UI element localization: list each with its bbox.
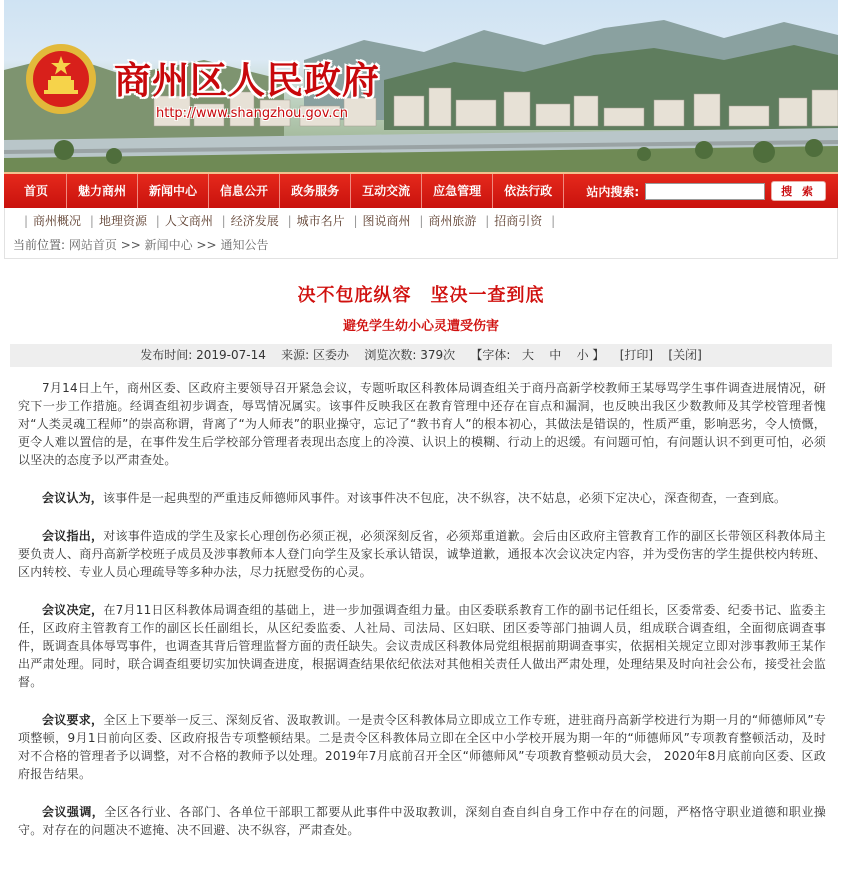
article-body <box>4 379 838 839</box>
search-button[interactable]: 搜 索 <box>771 181 826 201</box>
paragraph-text: 在7月11日区科教体局调查组的基础上，进一步加强调查组力量。由区委联系教育工作的副书记任组长，区委常委、纪委书记、监委主任，区政府主管教育工作的副区长任副组长，从区纪委监委、人社局、司法局、区妇联、团区委等部门抽调人员，组成联合调查组，全面彻底调查事件，既调查具体辱骂事件，也调查其背后管理监督方面的责任缺失。会议责成区科教体局党组根据前期调查事实，依据相关规定立即对涉事教师王某作出严肃处理。同时，联合调查组要切实加快调查进度，根据调查结果依纪依法对其他相关责任人做出严肃处理，处理结果及时向社会公布，接受社会监督。 <box>18 603 826 689</box>
breadcrumb-separator: >> <box>196 238 217 252</box>
subnav-separator: | <box>551 214 556 228</box>
subnav-separator: | <box>287 214 292 228</box>
breadcrumb-separator: >> <box>120 238 141 252</box>
paragraph-lead: 会议决定， <box>42 603 104 617</box>
close-button[interactable]: [关闭] <box>668 348 702 362</box>
meta-gap <box>459 348 467 362</box>
site-banner <box>4 0 838 172</box>
subnav-item-tourism[interactable]: 商州旅游 <box>428 214 477 228</box>
article-paragraph <box>18 711 826 783</box>
site-url[interactable]: http://www.shangzhou.gov.cn <box>156 106 348 121</box>
subnav-item-geo[interactable]: 地理资源 <box>98 214 147 228</box>
subnav-separator: | <box>419 214 424 228</box>
article-paragraph <box>18 803 826 839</box>
meta-gap <box>514 348 518 362</box>
paragraph-text: 全区上下要举一反三、深刻反省、汲取教训。一是责令区科教体局立即成立工作专班，进驻商丹高新学校进行为期一月的“师德师风”专项整顿，9月1日前向区委、区政府报告专项整顿结果。二是责令区科教体局立即在全区中小学校开展为期一年的“师德师风”专项教育整顿活动，及时对不合格的管理者予以调整，对不合格的教师予以处理。2019年7月底前召开全区“师德师风”专项教育整顿动员大会， 2020年8月底前向区委、区政府报告结果。 <box>18 713 826 781</box>
paragraph-lead: 会议指出， <box>42 529 104 543</box>
font-size-close: 】 <box>592 348 605 362</box>
paragraph-lead: 会议认为， <box>42 491 104 505</box>
font-large-button[interactable]: 大 <box>521 348 534 362</box>
search-label: 站内搜索: <box>586 184 640 199</box>
publish-date: 2019-07-14 <box>196 348 266 362</box>
subnav-separator: | <box>485 214 490 228</box>
subnav-item-city-card[interactable]: 城市名片 <box>296 214 345 228</box>
sub-nav <box>4 208 838 234</box>
meta-gap <box>608 348 616 362</box>
nav-item-services[interactable]: 政务服务 <box>280 174 351 208</box>
national-emblem-icon <box>24 42 98 116</box>
subnav-item-investment[interactable]: 招商引资 <box>494 214 543 228</box>
subnav-separator: | <box>155 214 160 228</box>
print-button[interactable]: [打印] <box>619 348 654 362</box>
article-subtitle: 避免学生幼小心灵遭受伤害 <box>342 319 499 334</box>
nav-item-home[interactable]: 首页 <box>4 174 67 208</box>
article-paragraph <box>18 527 826 581</box>
meta-gap <box>538 348 546 362</box>
nav-item-law[interactable]: 依法行政 <box>493 174 564 208</box>
paragraph-text: 对该事件造成的学生及家长心理创伤必须正视，必须深刻反省，必须郑重道歉。会后由区政府主管教育工作的副区长带领区科教体局主要负责人、商丹高新学校班子成员及涉事教师本人登门向学生及家长承认错误，诚挚道歉，通报本次会议决定内容，并为受伤害的学生提供校内转班、区内转校、专业人员心理疏导等多种办法，尽力抚慰受伤的心灵。 <box>18 529 826 579</box>
breadcrumb <box>4 234 838 259</box>
site-search <box>586 181 838 201</box>
font-size-label: 【字体: <box>470 348 511 362</box>
source-value: 区委办 <box>313 348 350 362</box>
subnav-separator: | <box>24 214 29 228</box>
subnav-item-photos[interactable]: 图说商州 <box>362 214 411 228</box>
meta-gap <box>270 348 278 362</box>
paragraph-lead: 会议强调， <box>42 805 105 819</box>
nav-item-info[interactable]: 信息公开 <box>209 174 280 208</box>
subnav-item-overview[interactable]: 商州概况 <box>33 214 82 228</box>
search-input[interactable] <box>645 183 765 200</box>
meta-gap <box>657 348 665 362</box>
views-label: 浏览次数: <box>364 348 417 362</box>
subnav-separator: | <box>221 214 226 228</box>
meta-gap <box>565 348 573 362</box>
font-medium-button[interactable]: 中 <box>549 348 562 362</box>
article-title: 决不包庇纵容 坚决一查到底 <box>297 285 545 306</box>
meta-gap <box>353 348 361 362</box>
breadcrumb-prefix: 当前位置: <box>13 238 66 252</box>
subnav-separator: | <box>353 214 358 228</box>
paragraph-text: 全区各行业、各部门、各单位干部职工都要从此事件中汲取教训，深刻自查自纠自身工作中存在的问题，严格恪守职业道德和职业操守。对存在的问题决不遮掩、决不回避、决不纵容，严肃查处。 <box>18 805 826 837</box>
subnav-separator: | <box>89 214 94 228</box>
article-paragraph <box>18 379 826 469</box>
nav-item-interaction[interactable]: 互动交流 <box>351 174 422 208</box>
subnav-item-culture[interactable]: 人文商州 <box>164 214 213 228</box>
nav-item-emergency[interactable]: 应急管理 <box>422 174 493 208</box>
source-label: 来源: <box>281 348 310 362</box>
paragraph-text: 7月14日上午，商州区委、区政府主要领导召开紧急会议，专题听取区科教体局调查组关于商丹高新学校教师王某辱骂学生事件调查进展情况，研究下一步工作措施。经调查组初步调查，辱骂情况属实。该事件反映我区在教育管理中还存在盲点和漏洞，也反映出我区少数教师及其学校管理者愧对“人类灵魂工程师”的崇高称谓，背离了“为人师表”的职业操守，忘记了“教书育人”的根本初心，其做法是错误的，性质严重，影响恶劣，令人愤慨，更令人难以置信的是，在事件发生后学校部分管理者表现出态度上的冷漠、认识上的模糊、行动上的迟缓。有问题可怕，有问题认识不到更可怕，必须以坚决的态度予以严肃查处。 <box>18 381 826 467</box>
breadcrumb-news[interactable]: 新闻中心 <box>144 238 193 252</box>
paragraph-text: 该事件是一起典型的严重违反师德师风事件。对该事件决不包庇，决不纵容，决不姑息，必须下定决心，深查彻查，一查到底。 <box>103 491 787 505</box>
article-paragraph <box>18 601 826 691</box>
paragraph-lead: 会议要求， <box>42 713 104 727</box>
date-label: 发布时间: <box>140 348 193 362</box>
site-title: 商州区人民政府 <box>114 58 380 102</box>
views-count: 379次 <box>420 348 456 362</box>
main-nav <box>4 172 838 208</box>
nav-item-news[interactable]: 新闻中心 <box>138 174 209 208</box>
article-paragraph <box>18 489 826 507</box>
article <box>4 281 838 839</box>
font-small-button[interactable]: 小 <box>576 348 589 362</box>
breadcrumb-notice[interactable]: 通知公告 <box>220 238 269 252</box>
breadcrumb-home[interactable]: 网站首页 <box>68 238 117 252</box>
nav-item-charm[interactable]: 魅力商州 <box>67 174 138 208</box>
article-meta <box>10 344 832 367</box>
subnav-item-economy[interactable]: 经济发展 <box>230 214 279 228</box>
